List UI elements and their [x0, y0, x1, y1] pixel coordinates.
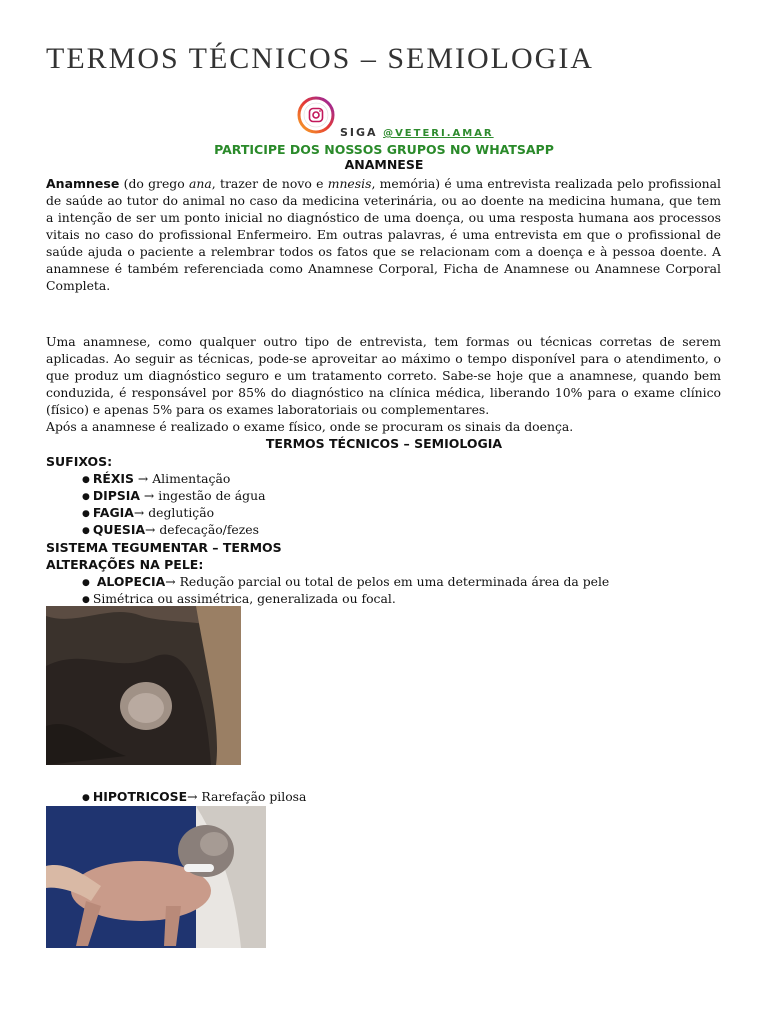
bullet-icon: ●: [82, 526, 90, 536]
anamnese-heading: ANAMNESE: [344, 157, 424, 172]
etymology-open: (do grego: [119, 176, 189, 191]
suffix-term: DIPSIA: [92, 488, 140, 503]
hipotricose-meaning: Rarefação pilosa: [201, 789, 307, 804]
bullet-icon: ●: [82, 475, 90, 485]
suffix-meaning: ingestão de água: [158, 488, 266, 503]
suffix-meaning: Alimentação: [152, 471, 231, 486]
suffix-term: FAGIA: [92, 505, 134, 520]
alopecia-term: ALOPECIA: [96, 574, 166, 589]
alopecia-note: Simétrica ou assimétrica, generalizada ou focal.: [92, 591, 396, 606]
alopecia-meaning: Redução parcial ou total de pelos em uma determinada área da pele: [179, 574, 610, 589]
suffix-meaning: defecação/fezes: [159, 522, 259, 537]
suffix-term: QUESIA: [92, 522, 146, 537]
list-item: [82, 521, 259, 540]
suffix-meaning: deglutição: [148, 505, 215, 520]
hipotricose-arrow: →: [187, 789, 202, 804]
alopecia-arrow: →: [165, 574, 180, 589]
instagram-handle-link[interactable]: @VETERI.AMAR: [383, 128, 494, 139]
anamnese-paragraph-2: Uma anamnese, como qualquer outro tipo de entrevista, tem formas ou técnicas corretas de serem aplicadas. Ao seguir as técnicas, pode-se aproveitar ao máximo o tempo disponível para o atendimento, o que produz um diagnóstico seguro e um tratamento correto. Sabe-se hoje que a anamnese, quando bem conduzida, é responsável por 85% do diagnóstico na clínica médica, liberando 10% para o exame clínico (físico) e apenas 5% para os exames laboratoriais ou complementares.: [46, 334, 721, 417]
bullet-icon: ●: [82, 595, 90, 605]
whatsapp-groups-link[interactable]: PARTICIPE DOS NOSSOS GRUPOS NO WHATSAPP: [214, 142, 554, 157]
bullet-icon: ●: [82, 492, 90, 502]
suffixes-heading: SUFIXOS:: [46, 454, 113, 469]
anamnese-definition: , memória) é uma entrevista realizada pelo profissional de saúde ao tutor do animal no caso da medicina veterinária, ou ao doente na medicina humana, que tem a intenção de ser um ponto inicial no diagnóstico de uma doença, ou uma resposta humana aos processos vitais no caso do profissional Enfermeiro. Em outras palavras, é uma entrevista em que o profissional de saúde ajuda o paciente a relembrar todos os fatos que se relacionam com a doença e à pessoa doente. A anamnese é também referenciada como Anamnese Corporal, Ficha de Anamnese ou Anamnese Corporal Completa.: [46, 176, 722, 293]
instagram-icon[interactable]: [297, 96, 335, 134]
follow-label: SIGA: [340, 126, 378, 139]
etymology-mid: , trazer de novo e: [211, 176, 328, 191]
alopecia-photo: [46, 606, 241, 765]
suffix-term: RÉXIS: [92, 471, 134, 486]
skin-heading: ALTERAÇÕES NA PELE:: [46, 557, 204, 572]
system-heading: SISTEMA TEGUMENTAR – TERMOS: [46, 540, 282, 555]
suffix-arrow: →: [145, 522, 160, 537]
hipotricose-photo: [46, 806, 266, 948]
bullet-icon: ●: [82, 793, 90, 803]
anamnese-paragraph-3: Após a anamnese é realizado o exame físico, onde se procuram os sinais da doença.: [46, 419, 574, 434]
hipotricose-term: HIPOTRICOSE: [92, 789, 188, 804]
follow-line: [340, 126, 494, 139]
bullet-icon: ●: [82, 509, 90, 519]
etymology-word-mnesis: mnesis: [327, 176, 372, 191]
page-title: TERMOS TÉCNICOS – SEMIOLOGIA: [46, 42, 594, 75]
anamnese-term: Anamnese: [46, 176, 120, 191]
terms-heading: TERMOS TÉCNICOS – SEMIOLOGIA: [265, 436, 503, 451]
anamnese-paragraph: [46, 175, 721, 294]
suffix-arrow: →: [139, 488, 159, 503]
suffix-arrow: →: [133, 505, 149, 520]
bullet-icon: ●: [82, 578, 90, 588]
suffix-arrow: →: [133, 471, 153, 486]
list-item: [82, 788, 306, 807]
etymology-word-ana: ana: [189, 176, 212, 191]
